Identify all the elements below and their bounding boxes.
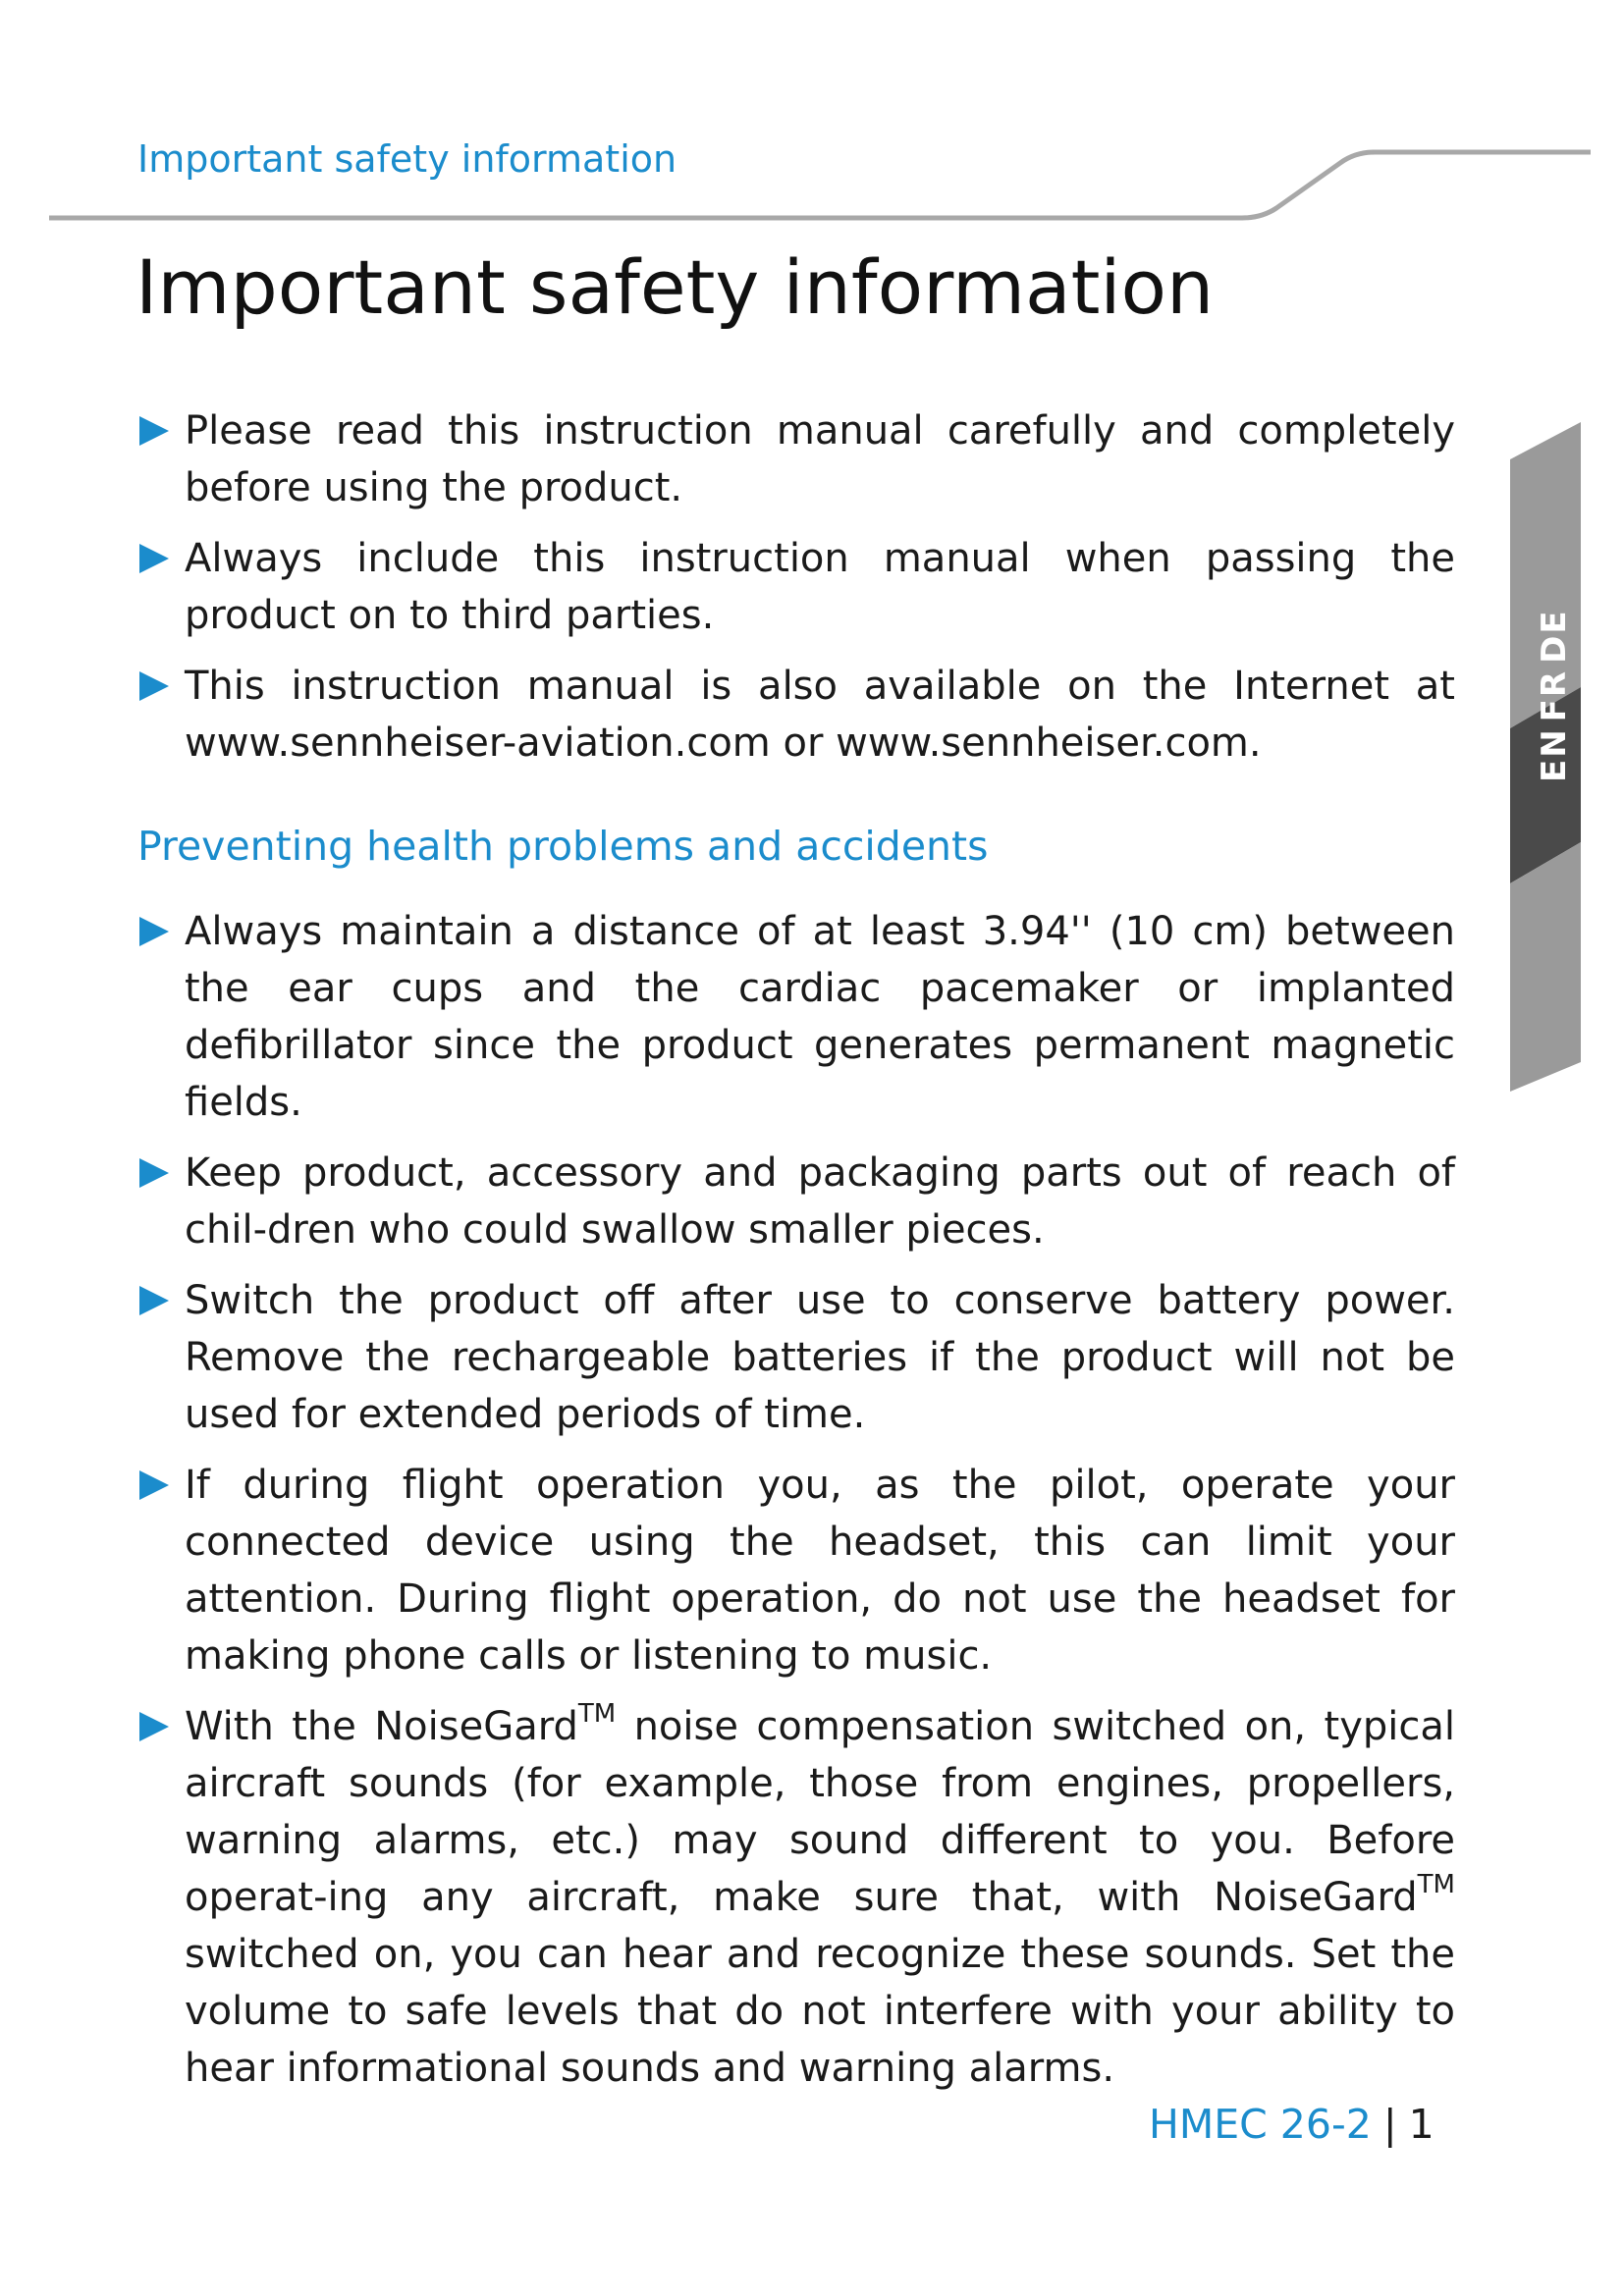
list-item: With the NoiseGard™ noise compensation switched on, typical aircraft sounds (for example, those from engines, propellers, warning alarms, etc.) may sound different to you. Before operat-ing any aircraft, make sure that, with NoiseGard™ switched on, you can hear and recognize these sounds. Set the volume to safe levels that do not interfere with your ability to hear informational sounds and warning alarms. bbox=[137, 1698, 1455, 2097]
intro-list bbox=[137, 402, 1455, 772]
bullet-arrow-icon bbox=[139, 1158, 169, 1188]
page-footer bbox=[1149, 2101, 1435, 2148]
trademark-mark: TM bbox=[1417, 1870, 1455, 1899]
lang-de[interactable]: DE bbox=[1535, 609, 1574, 664]
bullet-arrow-icon bbox=[139, 1470, 169, 1500]
page-title: Important safety information bbox=[135, 243, 1215, 331]
page-number: 1 bbox=[1408, 2101, 1435, 2148]
list-item: If during flight operation you, as the pilot, operate your connected device using the headset, this can limit your attention. During flight operation, do not use the headset for making phone calls or listening to music. bbox=[137, 1457, 1455, 1684]
trademark-mark: TM bbox=[577, 1699, 617, 1729]
lang-fr[interactable]: FR bbox=[1535, 668, 1574, 722]
bullet-arrow-icon bbox=[139, 917, 169, 946]
running-header: Important safety information bbox=[137, 137, 677, 181]
footer-separator: | bbox=[1382, 2101, 1397, 2148]
list-item: Switch the product off after use to conserve battery power. Remove the rechargeable batteries if the product will not be used for extended periods of time. bbox=[137, 1272, 1455, 1443]
language-tab-label bbox=[1535, 609, 1574, 785]
model-name: HMEC 26-2 bbox=[1149, 2101, 1372, 2148]
section-heading: Preventing health problems and accidents bbox=[137, 823, 989, 870]
list-item: Keep product, accessory and packaging parts out of reach of chil-dren who could swallow smaller pieces. bbox=[137, 1145, 1455, 1258]
language-tab-bottom bbox=[1510, 842, 1581, 1092]
list-item: Please read this instruction manual carefully and completely before using the product. bbox=[137, 402, 1455, 516]
header-rule bbox=[0, 0, 1624, 236]
list-item: Always include this instruction manual when passing the product on to third parties. bbox=[137, 530, 1455, 644]
bullet-arrow-icon bbox=[139, 1712, 169, 1741]
bullet-arrow-icon bbox=[139, 416, 169, 446]
lang-en[interactable]: EN bbox=[1535, 727, 1574, 782]
list-item: This instruction manual is also available on the Internet at www.sennheiser-aviation.com or www.sennheiser.com. bbox=[137, 658, 1455, 772]
safety-list bbox=[137, 903, 1455, 2097]
bullet-arrow-icon bbox=[139, 1286, 169, 1315]
bullet-arrow-icon bbox=[139, 544, 169, 573]
bullet-arrow-icon bbox=[139, 671, 169, 701]
list-item: Always maintain a distance of at least 3.94'' (10 cm) between the ear cups and the cardiac pacemaker or implanted defibrillator since the product generates permanent magnetic fields. bbox=[137, 903, 1455, 1131]
